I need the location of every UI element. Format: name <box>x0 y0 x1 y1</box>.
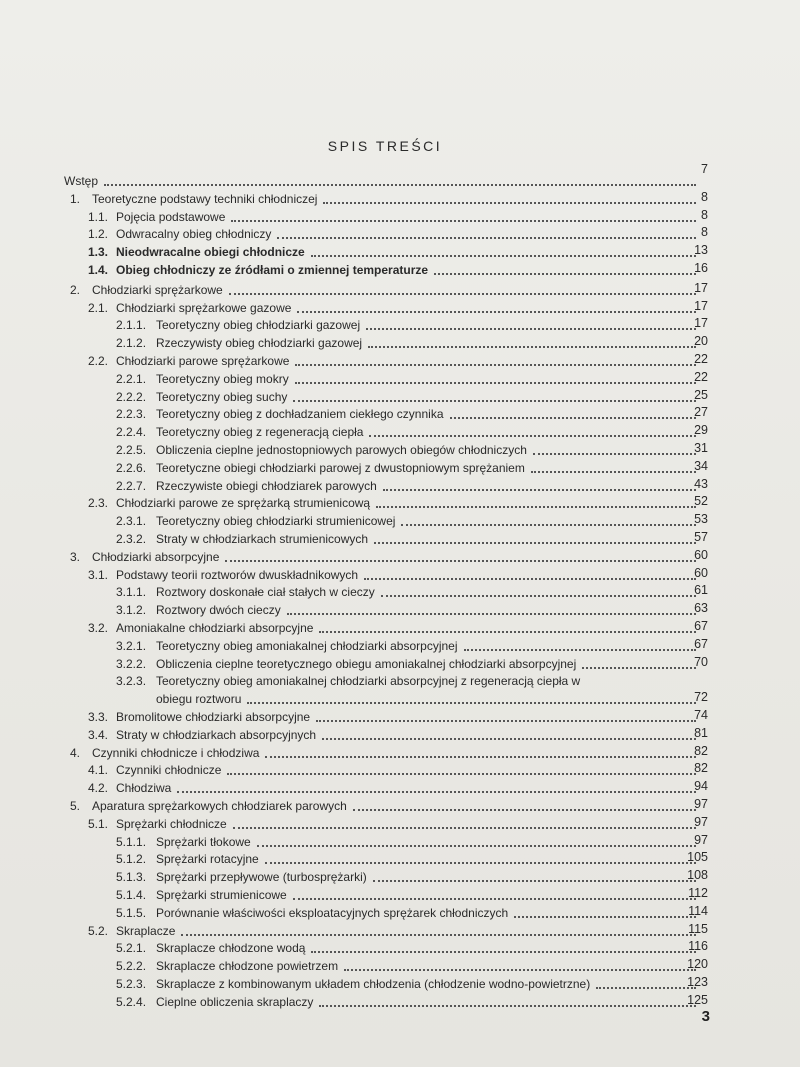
dot-leader <box>287 613 696 615</box>
toc-page-number: 112 <box>688 886 708 900</box>
toc-entry-title: Rzeczywiste obiegi chłodziarek parowych <box>156 478 377 493</box>
toc-entry-number: 5.1.5. <box>116 905 147 920</box>
page-number: 3 <box>701 1008 710 1025</box>
toc-entry-number: 3. <box>70 549 81 564</box>
toc-entry-number: 2.3. <box>88 496 109 511</box>
dot-leader <box>316 720 696 722</box>
toc-entry <box>88 299 702 316</box>
toc-page-number: 61 <box>694 583 708 598</box>
toc-page-number: 82 <box>694 743 708 758</box>
dot-leader <box>434 273 696 275</box>
dot-leader <box>265 756 696 758</box>
toc-entry <box>88 619 702 636</box>
dot-leader <box>231 220 696 222</box>
toc-entry-title: Chłodziwa <box>116 781 172 796</box>
toc-entry-number: 2.2.1. <box>116 371 147 386</box>
toc-entry-number: 5.1. <box>88 816 109 831</box>
dot-leader <box>293 898 696 900</box>
dot-leader <box>265 862 696 864</box>
dot-leader <box>295 382 696 384</box>
toc-entry <box>116 833 702 850</box>
toc-page-number: 67 <box>694 619 708 633</box>
toc-page-number: 81 <box>694 725 708 740</box>
toc-entry-number: 1.4. <box>88 263 109 277</box>
toc-entry-number: 2.1.2. <box>116 336 147 351</box>
dot-leader <box>401 524 696 526</box>
dot-leader <box>364 578 696 580</box>
toc-entry-number: 3.2.2. <box>116 656 147 671</box>
toc-page-number: 67 <box>694 636 708 651</box>
toc-entry-number: 2.3.1. <box>116 514 147 529</box>
toc-entry-number: 1.1. <box>88 209 109 224</box>
toc-page-number: 74 <box>694 708 708 722</box>
toc-entry-title: Obliczenia cieplne jednostopniowych parowych obiegów chłodniczych <box>156 443 527 457</box>
toc-entry <box>88 779 702 796</box>
toc-entry-number: 5. <box>70 799 81 813</box>
toc-entry-number: 5.2.3. <box>116 977 147 991</box>
toc-entry-number: 4.2. <box>88 781 109 796</box>
toc-entry <box>116 334 702 351</box>
dot-leader <box>319 1005 696 1007</box>
toc-entry <box>88 225 702 242</box>
toc-entry-title: Skraplacze <box>116 923 176 938</box>
toc-entry-title: Czynniki chłodnicze i chłodziwa <box>92 745 260 760</box>
toc-entry <box>116 886 702 903</box>
toc-page-number: 82 <box>694 761 708 776</box>
toc-page-number: 60 <box>694 565 708 580</box>
toc-entry-number: 1.2. <box>88 227 109 242</box>
toc-entry-number: 2.2.7. <box>116 478 147 493</box>
toc-page-number: 60 <box>694 547 708 562</box>
toc-entry-number: 3.2.3. <box>116 674 147 689</box>
toc-page-number: 57 <box>694 530 708 544</box>
toc-entry-title: Rzeczywisty obieg chłodziarki gazowej <box>156 336 363 351</box>
toc-page-number: 123 <box>687 975 708 989</box>
toc-entry-title: Amoniakalne chłodziarki absorpcyjne <box>116 621 314 635</box>
toc-entry <box>116 388 702 405</box>
toc-page-number: 115 <box>688 921 708 936</box>
toc-entry <box>70 744 702 761</box>
toc-entry <box>116 423 702 440</box>
toc-entry-number: 5.1.2. <box>116 852 147 867</box>
toc-page-number: 70 <box>694 654 708 669</box>
toc-entry <box>116 904 702 921</box>
toc-entry <box>116 868 702 885</box>
toc-entry-title: Chłodziarki parowe sprężarkowe <box>116 354 290 368</box>
toc-entry-title: Bromolitowe chłodziarki absorpcyjne <box>116 710 311 724</box>
dot-leader <box>227 773 696 775</box>
toc-entry <box>88 922 702 939</box>
toc-entry-title: Obieg chłodniczy ze źródłami o zmiennej temperaturze <box>116 263 429 277</box>
toc-entry <box>116 993 702 1010</box>
toc-page-number: 97 <box>694 797 708 811</box>
toc-page-number: 22 <box>694 369 708 384</box>
toc-page-number: 31 <box>694 441 708 455</box>
toc-entry <box>64 172 702 189</box>
dot-leader <box>344 969 696 971</box>
toc-entry-title: Teoretyczny obieg suchy <box>156 389 288 404</box>
toc-page-number: 25 <box>694 387 708 402</box>
toc-entry-title: Skraplacze chłodzone wodą <box>156 941 306 956</box>
toc-entry <box>88 726 702 743</box>
toc-entry-number: 3.2.1. <box>116 638 147 653</box>
toc-entry-number: 4. <box>70 745 81 760</box>
toc-entry-number: 2.2.3. <box>116 407 147 422</box>
toc-page-number: 20 <box>694 334 708 349</box>
toc-entry-title: Teoretyczne obiegi chłodziarki parowej z dwustopniowym sprężaniem <box>156 460 525 475</box>
dot-leader <box>353 809 696 811</box>
toc-entry-title-continued: obiegu roztworu <box>156 692 242 707</box>
toc-entry-number: 5.2.4. <box>116 994 147 1009</box>
toc-entry <box>116 441 702 458</box>
toc-entry-number: 5.1.4. <box>116 888 147 902</box>
toc-entry <box>116 459 702 476</box>
toc-page-number: 29 <box>694 423 708 438</box>
toc-entry <box>116 405 702 422</box>
dot-leader <box>104 184 696 186</box>
toc-entry-number: 2.2. <box>88 354 109 368</box>
toc-entry-title: Roztwory dwóch cieczy <box>156 603 281 618</box>
toc-page-number: 34 <box>694 458 708 473</box>
dot-leader <box>366 328 696 330</box>
toc-entry-title: Cieplne obliczenia skraplaczy <box>156 994 314 1009</box>
toc-page-number: 52 <box>694 494 708 509</box>
toc-entry-title: Teoretyczny obieg z regeneracją ciepła <box>156 425 364 440</box>
toc-entry-title: Czynniki chłodnicze <box>116 763 222 778</box>
toc-entry-title: Odwracalny obieg chłodniczy <box>116 227 272 242</box>
dot-leader <box>311 255 696 257</box>
toc-entry <box>116 583 702 600</box>
toc-entry <box>116 655 702 672</box>
toc-entry-title: Sprężarki chłodnicze <box>116 816 227 831</box>
dot-leader <box>368 346 696 348</box>
toc-page-number: 105 <box>687 850 708 865</box>
dot-leader <box>322 738 696 740</box>
toc-entry-number: 5.2.1. <box>116 941 147 956</box>
toc-entry-title: Chłodziarki sprężarkowe gazowe <box>116 300 292 315</box>
toc-entry-number: 3.1.2. <box>116 603 147 618</box>
dot-leader <box>323 202 696 204</box>
toc-page-number: 8 <box>701 225 708 240</box>
dot-leader <box>381 595 696 597</box>
toc-entry-number: 5.1.3. <box>116 870 147 885</box>
toc-entry-title: Aparatura sprężarkowych chłodziarek parowych <box>92 799 347 813</box>
toc-entry <box>116 957 702 974</box>
toc-entry <box>116 672 702 689</box>
toc-entry-title: Straty w chłodziarkach strumienicowych <box>156 532 369 546</box>
toc-entry-number: 2.1. <box>88 300 109 315</box>
dot-leader <box>293 400 696 402</box>
toc-entry <box>116 316 702 333</box>
dot-leader <box>464 649 697 651</box>
toc-entry <box>88 352 702 369</box>
toc-entry <box>88 494 702 511</box>
toc-page-number: 43 <box>694 476 708 491</box>
toc-entry-title: Straty w chłodziarkach absorpcyjnych <box>116 727 317 742</box>
toc-page-number: 125 <box>687 992 708 1007</box>
dot-leader <box>319 631 696 633</box>
toc-entry <box>88 566 702 583</box>
toc-entry-number: 4.1. <box>88 763 109 778</box>
toc-page-number: 17 <box>694 316 708 331</box>
toc-entry <box>116 939 702 956</box>
toc-page-number: 22 <box>694 352 708 366</box>
toc-entry <box>70 190 702 207</box>
toc-entry-title: Roztwory doskonałe ciał stałych w cieczy <box>156 585 375 600</box>
toc-entry <box>88 708 702 725</box>
toc-entry-number: 2.2.4. <box>116 425 147 440</box>
toc-entry-title: Teoretyczny obieg amoniakalnej chłodziarki absorpcyjnej z regeneracją ciepła w <box>156 674 581 689</box>
toc-page-number: 53 <box>694 512 708 527</box>
toc-entry-number: 2.2.5. <box>116 443 147 457</box>
toc-entry-number: 1.3. <box>88 245 109 260</box>
toc-entry-title: Chłodziarki parowe ze sprężarką strumienicową <box>116 496 371 511</box>
toc-entry <box>116 512 702 529</box>
toc-entry-title: Skraplacze chłodzone powietrzem <box>156 959 339 974</box>
dot-leader <box>369 435 696 437</box>
toc-page-number: 8 <box>701 189 708 204</box>
toc-entry-number: 5.2.2. <box>116 959 147 974</box>
toc-entry-title: Chłodziarki absorpcyjne <box>92 549 220 564</box>
toc-entry <box>70 797 702 814</box>
toc-entry <box>116 370 702 387</box>
dot-leader <box>225 560 696 562</box>
toc-page-number: 94 <box>694 779 708 794</box>
toc-entry <box>116 530 702 547</box>
toc-page-number: 72 <box>694 690 708 705</box>
toc-entry-title: Pojęcia podstawowe <box>116 209 226 224</box>
toc-page-number: 120 <box>687 957 708 972</box>
dot-leader <box>247 702 696 704</box>
toc-entry-number: 3.3. <box>88 710 109 724</box>
toc-entry <box>88 761 702 778</box>
toc-entry <box>116 637 702 654</box>
toc-entry-number: 2. <box>70 282 81 297</box>
toc-entry-title: Porównanie właściwości eksploatacyjnych sprężarek chłodniczych <box>156 905 509 920</box>
toc-entry <box>70 548 702 565</box>
dot-leader <box>373 880 696 882</box>
toc-page-number: 27 <box>694 405 708 420</box>
dot-leader <box>295 364 696 366</box>
toc-entry-title: Teoretyczny obieg mokry <box>156 371 289 386</box>
dot-leader <box>311 951 696 953</box>
toc-entry-title: Teoretyczny obieg z dochładzaniem ciekłego czynnika <box>156 407 444 422</box>
toc-page-number: 17 <box>694 280 708 295</box>
toc-page-number: 16 <box>694 261 708 275</box>
toc-page-number: 114 <box>688 903 708 918</box>
dot-leader <box>376 506 696 508</box>
toc-entry-title: Chłodziarki sprężarkowe <box>92 282 223 297</box>
toc-page-number: 7 <box>701 162 708 176</box>
toc-entry-title: Sprężarki strumienicowe <box>156 888 287 902</box>
page-title: SPIS TREŚCI <box>327 138 443 154</box>
toc-entry <box>88 815 702 832</box>
toc-entry <box>116 477 702 494</box>
toc-entry-title: Sprężarki rotacyjne <box>156 852 259 867</box>
dot-leader <box>177 791 696 793</box>
dot-leader <box>383 489 696 491</box>
dot-leader <box>229 293 696 295</box>
toc-entry-title: Sprężarki przepływowe (turbosprężarki) <box>156 870 367 885</box>
toc-entry-number: 1. <box>70 191 81 206</box>
toc-entry-title: Nieodwracalne obiegi chłodnicze <box>116 245 305 260</box>
toc-entry <box>116 850 702 867</box>
toc-page-number: 63 <box>694 601 708 616</box>
dot-leader <box>181 934 696 936</box>
toc-entry-number: 2.1.1. <box>116 318 147 333</box>
toc-entry <box>116 601 702 618</box>
dot-leader <box>450 417 697 419</box>
toc-page-number: 97 <box>694 832 708 847</box>
dot-leader <box>233 827 696 829</box>
toc-entry-number: 3.4. <box>88 727 109 742</box>
toc-entry-number: 2.3.2. <box>116 532 147 546</box>
toc-entry <box>70 281 702 298</box>
toc-page-number: 97 <box>694 814 708 829</box>
toc-entry-number: 5.2. <box>88 923 109 938</box>
toc-entry <box>116 975 702 992</box>
toc-entry-title: Skraplacze z kombinowanym układem chłodzenia (chłodzenie wodno-powietrzne) <box>156 977 591 991</box>
toc-page-number: 108 <box>687 868 708 883</box>
toc-entry-title: Teoretyczny obieg chłodziarki strumienicowej <box>156 514 396 529</box>
toc-entry-title: Sprężarki tłokowe <box>156 834 251 849</box>
toc-entry <box>88 208 702 225</box>
toc-entry-title: Wstęp <box>64 174 99 188</box>
toc-page-number: 17 <box>694 298 708 313</box>
toc-entry-title: Teoretyczny obieg amoniakalnej chłodziarki absorpcyjnej <box>156 638 458 653</box>
toc-page-number: 8 <box>701 207 708 222</box>
toc-entry <box>88 243 702 260</box>
toc-entry-number: 2.2.6. <box>116 460 147 475</box>
toc-entry-number: 3.2. <box>88 621 109 635</box>
toc-entry-number: 3.1. <box>88 567 109 582</box>
toc-entry-number: 3.1.1. <box>116 585 147 600</box>
dot-leader <box>257 845 696 847</box>
toc-entry-number: 5.1.1. <box>116 834 147 849</box>
toc-entry-continuation <box>156 690 702 707</box>
dot-leader <box>297 311 696 313</box>
toc-page-number: 13 <box>694 243 708 258</box>
toc-entry-title: Teoretyczny obieg chłodziarki gazowej <box>156 318 361 333</box>
toc-entry <box>88 261 702 278</box>
toc-page-number: 116 <box>688 939 708 954</box>
toc-entry-number: 2.2.2. <box>116 389 147 404</box>
toc-entry-title: Teoretyczne podstawy techniki chłodniczej <box>92 191 318 206</box>
dot-leader <box>374 542 696 544</box>
toc-entry-title: Obliczenia cieplne teoretycznego obiegu amoniakalnej chłodziarki absorpcyjnej <box>156 656 577 671</box>
toc-entry-title: Podstawy teorii roztworów dwuskładnikowych <box>116 567 359 582</box>
dot-leader <box>277 237 696 239</box>
